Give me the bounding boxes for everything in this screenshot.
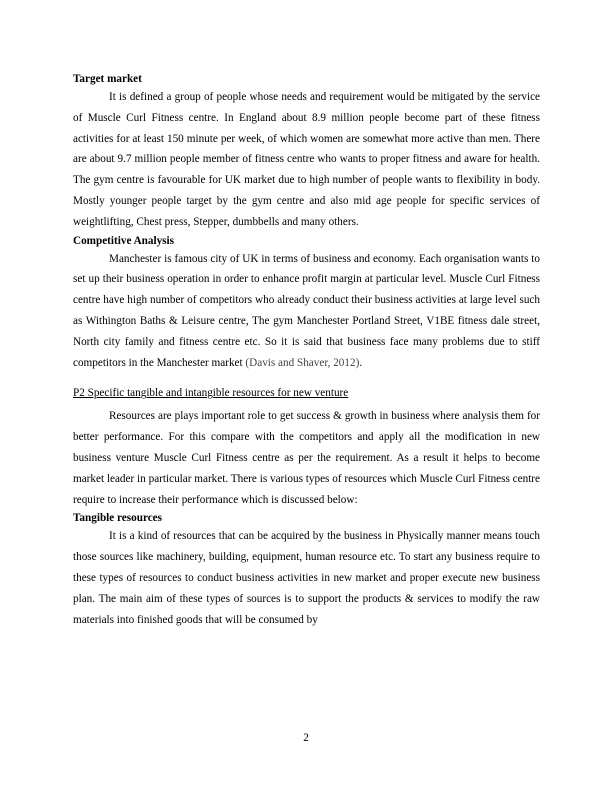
p2-section-heading: P2 Specific tangible and intangible resources for new venture <box>73 387 349 400</box>
citation-period: . <box>359 356 363 369</box>
citation: (Davis and Shaver, 2012) <box>245 356 360 369</box>
page-number: 2 <box>303 732 309 744</box>
competitive-analysis-text: Manchester is famous city of UK in terms of business and economy. Each organisation wants to set up their business operation in order to enhance profit margin at particular level. Muscle Curl Fitness centre have high number of competitors who already conduct their business activities at large level such as Withington Baths & Leisure centre, The gym Manchester Portland Street, V1BE fitness dale street, North city family and fitness centre etc. So it is said that business face many problems due to stiff competitors in the Manchester market <box>73 252 540 369</box>
competitive-analysis-paragraph <box>73 249 540 374</box>
p2-paragraph: Resources are plays important role to get success & growth in business where analysis them for better performance. For this compare with the competitors and apply all the modification in new business venture Muscle Curl Fitness centre as per the requirement. As a result it helps to become market leader in particular market. There is various types of resources which Muscle Curl Fitness centre require to increase their performance which is discussed below: <box>73 410 540 506</box>
page-content <box>73 71 540 630</box>
competitive-analysis-heading: Competitive Analysis <box>73 234 174 247</box>
target-market-paragraph: It is defined a group of people whose needs and requirement would be mitigated by the service of Muscle Curl Fitness centre. In England about 8.9 million people become part of these fitness activities for at least 150 minute per week, of which women are somewhat more active than men. There are about 9.7 million people member of fitness centre who wants to proper fitness and aware for health. The gym centre is favourable for UK market due to high number of people wants to flexibility in body. Mostly younger people target by the gym centre and also mid age people for specific services of weightlifting, Chest press, Stepper, dumbbells and many others. <box>73 91 540 228</box>
target-market-heading: Target market <box>73 73 142 85</box>
tangible-resources-heading: Tangible resources <box>73 512 162 525</box>
tangible-resources-paragraph: It is a kind of resources that can be acquired by the business in Physically manner means touch those sources like machinery, building, equipment, human resource etc. To start any business require to these types of resources to conduct business activities in new market and proper execute new business plan. The main aim of these types of sources is to support the products & services to modify the raw materials into finished goods that will be consumed by <box>73 530 540 626</box>
